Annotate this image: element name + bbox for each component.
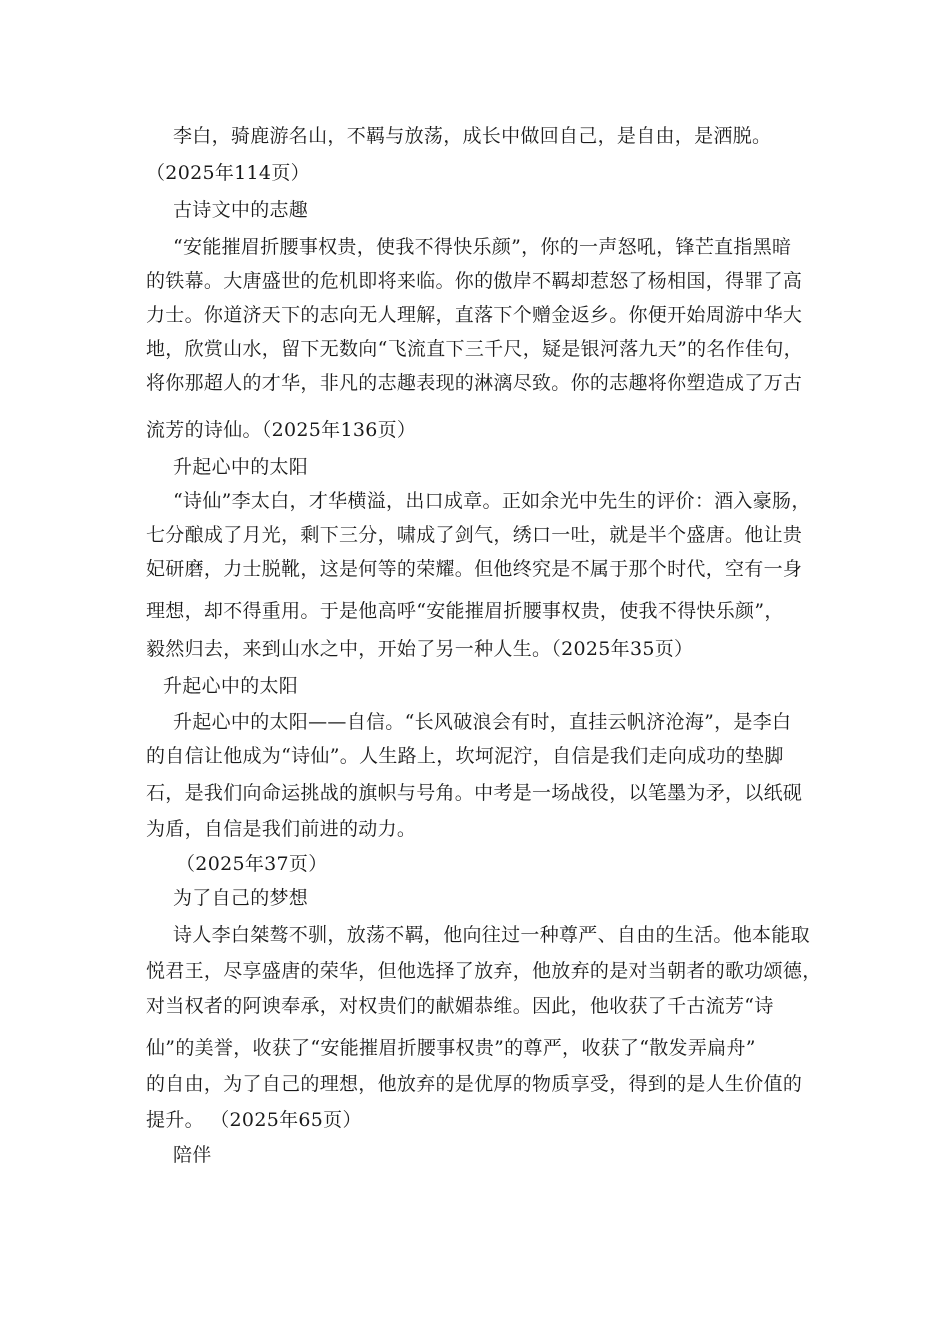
- text-line: 的自由，为了自己的理想，他放弃的是优厚的物质享受，得到的是人生价值的: [146, 1073, 803, 1095]
- text-line: 李白，骑鹿游名山，不羁与放荡，成长中做回自己，是自由，是洒脱。: [173, 125, 772, 147]
- section-heading: 陪伴: [173, 1144, 212, 1166]
- text-line: 毅然归去，来到山水之中，开始了另一种人生。（2025年35页）: [146, 638, 694, 660]
- text-line: “诗仙”李太白，才华横溢，出口成章。正如余光中先生的评价：酒入豪肠，: [173, 490, 811, 512]
- page-reference: （2025年114页）: [146, 162, 310, 184]
- text-line: 对当权者的阿谀奉承，对权贵们的献媚恭维。因此，他收获了千古流芳“诗: [146, 995, 774, 1017]
- section-heading: 为了自己的梦想: [173, 887, 309, 909]
- text-line: 的自信让他成为“诗仙”。人生路上，坎坷泥泞，自信是我们走向成功的垫脚: [146, 745, 784, 767]
- section-heading: 升起心中的太阳: [163, 675, 299, 697]
- text-line: “安能摧眉折腰事权贵，使我不得快乐颜”，你的一声怒吼，锋芒直指黑暗: [173, 236, 792, 258]
- text-line: 妃研磨，力士脱靴，这是何等的荣耀。但他终究是不属于那个时代，空有一身: [146, 558, 803, 580]
- text-line: 流芳的诗仙。（2025年136页）: [146, 419, 417, 441]
- text-line: 诗人李白桀骜不驯，放荡不羁，他向往过一种尊严、自由的生活。他本能取: [173, 924, 810, 946]
- text-line: 升起心中的太阳——自信。“长风破浪会有时，直挂云帆济沧海”，是李白: [173, 711, 792, 733]
- text-line: 地，欣赏山水，留下无数向“飞流直下三千尺，疑是银河落九天”的名作佳句，: [146, 338, 803, 360]
- text-line: 七分酿成了月光，剩下三分，啸成了剑气，绣口一吐，就是半个盛唐。他让贵: [146, 524, 803, 546]
- section-heading: 古诗文中的志趣: [173, 199, 309, 221]
- text-line: 提升。 （2025年65页）: [146, 1109, 362, 1131]
- text-line: 石，是我们向命运挑战的旗帜与号角。中考是一场战役，以笔墨为矛，以纸砚: [146, 782, 803, 804]
- text-line: 为盾，自信是我们前进的动力。: [146, 818, 417, 840]
- page-reference: （2025年37页）: [176, 853, 328, 875]
- text-line: 理想，却不得重用。于是他高呼“安能摧眉折腰事权贵，使我不得快乐颜”，: [146, 600, 784, 622]
- text-line: 的铁幕。大唐盛世的危机即将来临。你的傲岸不羁却惹怒了杨相国，得罪了高: [146, 270, 803, 292]
- section-heading: 升起心中的太阳: [173, 456, 309, 478]
- text-line: 将你那超人的才华，非凡的志趣表现的淋漓尽致。你的志趣将你塑造成了万古: [146, 372, 803, 394]
- text-line: 仙”的美誉，收获了“安能摧眉折腰事权贵”的尊严，收获了“散发弄扁舟”: [146, 1037, 756, 1059]
- text-line: 力士。你道济天下的志向无人理解，直落下个赠金返乡。你便开始周游中华大: [146, 304, 803, 326]
- text-line: 悦君王，尽享盛唐的荣华，但他选择了放弃，他放弃的是对当朝者的歌功颂德，: [146, 960, 822, 982]
